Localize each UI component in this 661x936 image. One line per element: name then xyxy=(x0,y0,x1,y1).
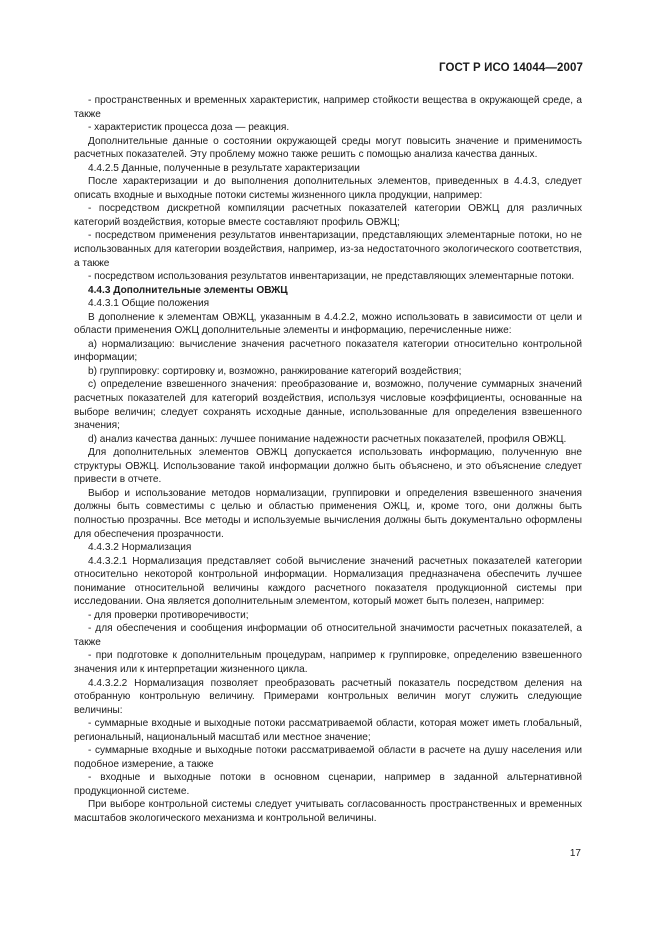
paragraph: При выборе контрольной системы следует учитывать согласованность пространственных и временных масштабов экологического механизма и контрольной величины. xyxy=(74,799,582,824)
paragraph: Дополнительные данные о состоянии окружающей среды могут повысить значение и применимость расчетных показателей. Эту проблему можно также решить с помощью анализа качества данных. xyxy=(74,135,582,161)
paragraph: 4.4.3.2 Нормализация xyxy=(88,542,192,554)
paragraph: - посредством дискретной компиляции расчетных показателей категории ОВЖЦ для различных категорий воздействия, которые вместе составляют профиль ОВЖЦ; xyxy=(74,203,582,228)
paragraph: Для дополнительных элементов ОВЖЦ допускается использовать информацию, полученную вне структуры ОВЖЦ. Использование такой информации должно быть объяснено, и это объяснение следует привести в отчете. xyxy=(74,447,582,486)
paragraph: 4.4.3.2.1 Нормализация представляет собой вычисление значений расчетных показателей категории относительно некоторой контрольной информации. Нормализация предназначена обеспечить лучшее понимание относительной величины каждого расчетного показателя продукционной системы при исследовании. Она является дополнительным элементом, который может быть полезен, например: xyxy=(74,555,582,608)
paragraph: - пространственных и временных характеристик, например стойкости вещества в окружающей среде, а также xyxy=(74,95,582,120)
paragraph: - для проверки противоречивости; xyxy=(88,609,249,621)
paragraph: Выбор и использование методов нормализации, группировки и определения взвешенного значения должны быть совместимы с целью и областью применения ОЖЦ, и, кроме того, они должны быть полностью прозрачны. Все методы и используемые вычисления должны быть документально оформлены для обеспечения прозрачности. xyxy=(74,487,582,540)
paragraph: - при подготовке к дополнительным процедурам, например к группировке, определению взвешенного значения или к интерпретации жизненного цикла. xyxy=(74,650,582,675)
paragraph: - посредством использования результатов инвентаризации, не представляющих элементарные потоки. xyxy=(88,271,575,283)
paragraph: c) определение взвешенного значения: преобразование и, возможно, получение суммарных значений расчетных показателей для категорий воздействия, используя числовые коэффициенты, основанные на выборе величин; следует сохранять исходные данные, использованные для определения взвешенного значения; xyxy=(74,379,582,432)
paragraph: d) анализ качества данных: лучшее понимание надежности расчетных показателей, профиля ОВЖЦ. xyxy=(88,433,567,445)
paragraph: - суммарные входные и выходные потоки рассматриваемой области в расчете на душу населения или подобное измерение, а также xyxy=(74,745,582,770)
paragraph: В дополнение к элементам ОВЖЦ, указанным в 4.4.2.2, можно использовать в зависимости от цели и области применения ОЖЦ дополнительные элементы и информацию, перечисленные ниже: xyxy=(74,311,582,337)
paragraph: - посредством применения результатов инвентаризации, представляющих элементарные потоки, но не использованных для категории воздействия, например, из-за недостаточного экологического соответствия, а также xyxy=(74,230,582,269)
section-heading: 4.4.3 Дополнительные элементы ОВЖЦ xyxy=(88,284,288,296)
paragraph: a) нормализацию: вычисление значения расчетного показателя категории относительно контрольной информации; xyxy=(74,338,582,364)
paragraph: b) группировку: сортировку и, возможно, ранжирование категорий воздействия; xyxy=(88,365,462,377)
page-number: 17 xyxy=(569,848,581,859)
paragraph: 4.4.2.5 Данные, полученные в результате характеризации xyxy=(88,162,360,174)
paragraph: 4.4.3.1 Общие положения xyxy=(88,298,210,310)
document-code: ГОСТ Р ИСО 14044—2007 xyxy=(438,62,583,74)
paragraph: После характеризации и до выполнения дополнительных элементов, приведенных в 4.4.3, следует описать входные и выходные потоки системы жизненного цикла продукции, например: xyxy=(74,176,582,201)
paragraph: - для обеспечения и сообщения информации об относительной значимости расчетных показателей, а также xyxy=(74,623,582,648)
paragraph: - суммарные входные и выходные потоки рассматриваемой области, которая может иметь глобальный, региональный, национальный масштаб или местное значение; xyxy=(74,718,582,743)
paragraph: - характеристик процесса доза — реакция. xyxy=(88,122,290,134)
paragraph: - входные и выходные потоки в основном сценарии, например в заданной альтернативной продукционной системе. xyxy=(74,772,582,797)
page-body xyxy=(74,94,582,826)
paragraph: 4.4.3.2.2 Нормализация позволяет преобразовать расчетный показатель посредством деления на отобранную контрольную величину. Примерами контрольных величин могут служить следующие величины: xyxy=(74,677,582,716)
